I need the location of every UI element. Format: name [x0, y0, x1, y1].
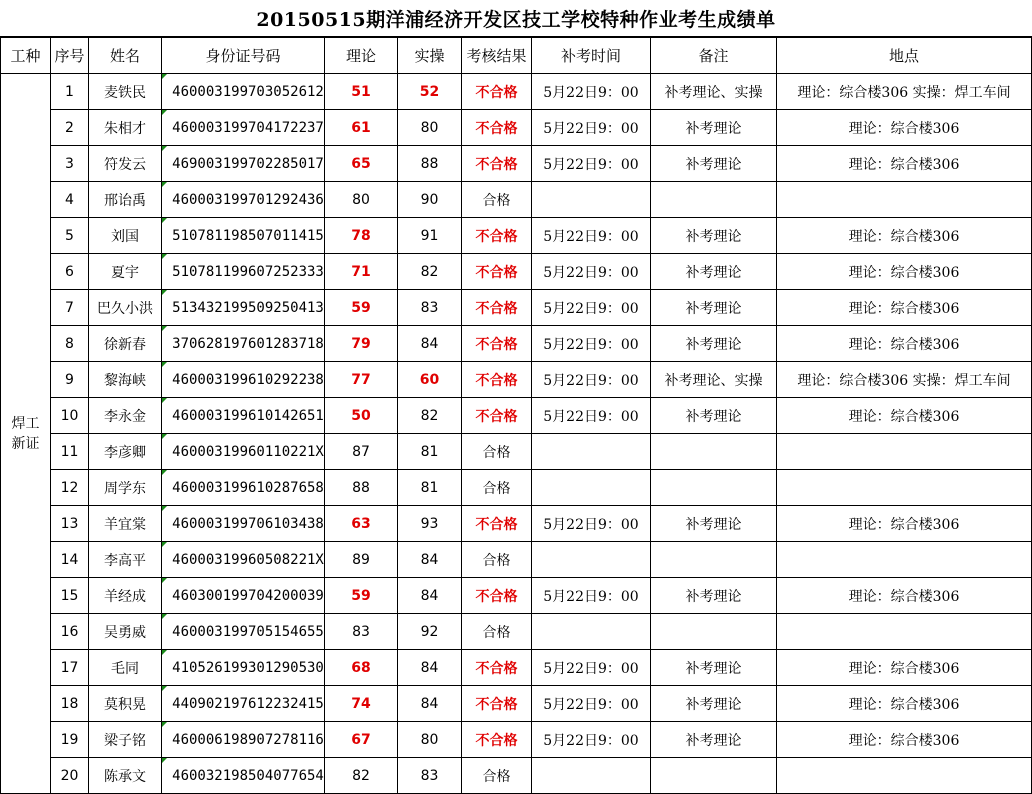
table-row [1, 146, 1032, 182]
retest-time-cell: 5月22日9：00 [532, 398, 651, 434]
seq-cell: 13 [51, 506, 89, 542]
score-table [0, 37, 1032, 794]
place-cell: 理论：综合楼306 [777, 506, 1032, 542]
id-cell: 460003199706103438 [162, 506, 325, 542]
id-cell: 46000319960110221X [162, 434, 325, 470]
id-cell: 460003199704172237 [162, 110, 325, 146]
result-cell: 不合格 [462, 110, 532, 146]
header-note: 备注 [651, 38, 777, 74]
retest-time-cell: 5月22日9：00 [532, 362, 651, 398]
table-row [1, 74, 1032, 110]
note-cell: 补考理论 [651, 146, 777, 182]
name-cell: 羊宜棠 [89, 506, 162, 542]
trade-label-line1: 焊工 [11, 415, 40, 432]
note-cell: 补考理论 [651, 722, 777, 758]
id-cell: 440902197612232415 [162, 686, 325, 722]
id-cell: 460003199610142651 [162, 398, 325, 434]
name-cell: 周学东 [89, 470, 162, 506]
trade-label-line2: 新证 [11, 435, 40, 452]
practical-score-cell: 91 [398, 218, 462, 254]
place-cell: 理论：综合楼306 [777, 722, 1032, 758]
retest-time-cell: 5月22日9：00 [532, 650, 651, 686]
table-row [1, 398, 1032, 434]
place-cell: 理论：综合楼306 实操：焊工车间 [777, 74, 1032, 110]
id-cell: 46000319960508221X [162, 542, 325, 578]
note-cell [651, 758, 777, 794]
practical-score-cell: 52 [398, 74, 462, 110]
place-cell [777, 542, 1032, 578]
id-cell: 460003199705154655 [162, 614, 325, 650]
table-row [1, 578, 1032, 614]
id-cell: 460003199610292238 [162, 362, 325, 398]
name-cell: 徐新春 [89, 326, 162, 362]
header-trade: 工种 [1, 38, 51, 74]
result-cell: 不合格 [462, 578, 532, 614]
retest-time-cell [532, 614, 651, 650]
table-body [1, 74, 1032, 794]
table-row [1, 722, 1032, 758]
table-row [1, 506, 1032, 542]
note-cell [651, 434, 777, 470]
practical-score-cell: 60 [398, 362, 462, 398]
result-cell: 不合格 [462, 686, 532, 722]
name-cell: 符发云 [89, 146, 162, 182]
result-cell: 不合格 [462, 362, 532, 398]
retest-time-cell: 5月22日9：00 [532, 578, 651, 614]
table-row [1, 182, 1032, 218]
note-cell: 补考理论 [651, 326, 777, 362]
name-cell: 麦铁民 [89, 74, 162, 110]
seq-cell: 16 [51, 614, 89, 650]
seq-cell: 15 [51, 578, 89, 614]
note-cell: 补考理论 [651, 398, 777, 434]
result-cell: 不合格 [462, 74, 532, 110]
name-cell: 巴久小洪 [89, 290, 162, 326]
theory-score-cell: 51 [325, 74, 398, 110]
result-cell: 合格 [462, 542, 532, 578]
name-cell: 李高平 [89, 542, 162, 578]
practical-score-cell: 84 [398, 542, 462, 578]
table-row [1, 542, 1032, 578]
seq-cell: 2 [51, 110, 89, 146]
id-cell: 510781198507011415 [162, 218, 325, 254]
retest-time-cell [532, 182, 651, 218]
header-seq: 序号 [51, 38, 89, 74]
place-cell: 理论：综合楼306 [777, 650, 1032, 686]
note-cell: 补考理论 [651, 290, 777, 326]
name-cell: 羊经成 [89, 578, 162, 614]
place-cell: 理论：综合楼306 [777, 218, 1032, 254]
name-cell: 李永金 [89, 398, 162, 434]
place-cell: 理论：综合楼306 [777, 146, 1032, 182]
result-cell: 合格 [462, 182, 532, 218]
table-row [1, 326, 1032, 362]
retest-time-cell: 5月22日9：00 [532, 146, 651, 182]
retest-time-cell [532, 542, 651, 578]
seq-cell: 5 [51, 218, 89, 254]
name-cell: 莫积晃 [89, 686, 162, 722]
place-cell [777, 758, 1032, 794]
retest-time-cell: 5月22日9：00 [532, 74, 651, 110]
seq-cell: 11 [51, 434, 89, 470]
retest-time-cell: 5月22日9：00 [532, 290, 651, 326]
retest-time-cell: 5月22日9：00 [532, 506, 651, 542]
trade-cell [1, 74, 51, 794]
sheet-title: 20150515期洋浦经济开发区技工学校特种作业考生成绩单 [0, 0, 1032, 37]
header-row [1, 38, 1032, 74]
theory-score-cell: 87 [325, 434, 398, 470]
note-cell [651, 614, 777, 650]
seq-cell: 8 [51, 326, 89, 362]
theory-score-cell: 79 [325, 326, 398, 362]
name-cell: 黎海峡 [89, 362, 162, 398]
retest-time-cell [532, 758, 651, 794]
id-cell: 370628197601283718 [162, 326, 325, 362]
note-cell: 补考理论 [651, 506, 777, 542]
place-cell [777, 434, 1032, 470]
seq-cell: 3 [51, 146, 89, 182]
result-cell: 合格 [462, 614, 532, 650]
header-name: 姓名 [89, 38, 162, 74]
theory-score-cell: 59 [325, 290, 398, 326]
theory-score-cell: 50 [325, 398, 398, 434]
note-cell: 补考理论、实操 [651, 74, 777, 110]
name-cell: 刘国 [89, 218, 162, 254]
result-cell: 不合格 [462, 254, 532, 290]
theory-score-cell: 74 [325, 686, 398, 722]
theory-score-cell: 80 [325, 182, 398, 218]
note-cell [651, 182, 777, 218]
practical-score-cell: 81 [398, 434, 462, 470]
theory-score-cell: 68 [325, 650, 398, 686]
practical-score-cell: 84 [398, 326, 462, 362]
seq-cell: 1 [51, 74, 89, 110]
retest-time-cell: 5月22日9：00 [532, 686, 651, 722]
place-cell: 理论：综合楼306 [777, 578, 1032, 614]
practical-score-cell: 84 [398, 650, 462, 686]
seq-cell: 19 [51, 722, 89, 758]
place-cell [777, 182, 1032, 218]
practical-score-cell: 84 [398, 686, 462, 722]
retest-time-cell [532, 470, 651, 506]
practical-score-cell: 82 [398, 254, 462, 290]
table-row [1, 290, 1032, 326]
id-cell: 469003199702285017 [162, 146, 325, 182]
table-row [1, 758, 1032, 794]
id-cell: 460003199701292436 [162, 182, 325, 218]
id-cell: 460003199610287658 [162, 470, 325, 506]
practical-score-cell: 81 [398, 470, 462, 506]
theory-score-cell: 83 [325, 614, 398, 650]
place-cell: 理论：综合楼306 实操：焊工车间 [777, 362, 1032, 398]
seq-cell: 10 [51, 398, 89, 434]
table-row [1, 434, 1032, 470]
table-row [1, 686, 1032, 722]
name-cell: 吴勇威 [89, 614, 162, 650]
practical-score-cell: 80 [398, 722, 462, 758]
seq-cell: 12 [51, 470, 89, 506]
theory-score-cell: 65 [325, 146, 398, 182]
theory-score-cell: 82 [325, 758, 398, 794]
name-cell: 邢诒禹 [89, 182, 162, 218]
name-cell: 李彦卿 [89, 434, 162, 470]
theory-score-cell: 77 [325, 362, 398, 398]
name-cell: 陈承文 [89, 758, 162, 794]
table-row [1, 614, 1032, 650]
table-row [1, 110, 1032, 146]
note-cell [651, 542, 777, 578]
table-row [1, 218, 1032, 254]
id-cell: 460006198907278116 [162, 722, 325, 758]
note-cell: 补考理论 [651, 110, 777, 146]
seq-cell: 7 [51, 290, 89, 326]
retest-time-cell: 5月22日9：00 [532, 254, 651, 290]
id-cell: 510781199607252333 [162, 254, 325, 290]
note-cell: 补考理论 [651, 218, 777, 254]
seq-cell: 6 [51, 254, 89, 290]
theory-score-cell: 89 [325, 542, 398, 578]
seq-cell: 18 [51, 686, 89, 722]
id-cell: 460300199704200039 [162, 578, 325, 614]
place-cell: 理论：综合楼306 [777, 290, 1032, 326]
practical-score-cell: 84 [398, 578, 462, 614]
retest-time-cell: 5月22日9：00 [532, 326, 651, 362]
practical-score-cell: 90 [398, 182, 462, 218]
table-row [1, 362, 1032, 398]
note-cell: 补考理论 [651, 578, 777, 614]
result-cell: 不合格 [462, 506, 532, 542]
theory-score-cell: 88 [325, 470, 398, 506]
theory-score-cell: 78 [325, 218, 398, 254]
table-row [1, 650, 1032, 686]
place-cell: 理论：综合楼306 [777, 686, 1032, 722]
place-cell [777, 470, 1032, 506]
seq-cell: 17 [51, 650, 89, 686]
note-cell: 补考理论 [651, 650, 777, 686]
retest-time-cell: 5月22日9：00 [532, 110, 651, 146]
retest-time-cell: 5月22日9：00 [532, 722, 651, 758]
theory-score-cell: 59 [325, 578, 398, 614]
seq-cell: 14 [51, 542, 89, 578]
practical-score-cell: 83 [398, 758, 462, 794]
place-cell: 理论：综合楼306 [777, 254, 1032, 290]
result-cell: 不合格 [462, 650, 532, 686]
place-cell: 理论：综合楼306 [777, 326, 1032, 362]
theory-score-cell: 61 [325, 110, 398, 146]
place-cell: 理论：综合楼306 [777, 110, 1032, 146]
note-cell [651, 470, 777, 506]
practical-score-cell: 83 [398, 290, 462, 326]
header-practical: 实操 [398, 38, 462, 74]
result-cell: 合格 [462, 434, 532, 470]
seq-cell: 4 [51, 182, 89, 218]
retest-time-cell [532, 434, 651, 470]
header-id: 身份证号码 [162, 38, 325, 74]
table-row [1, 254, 1032, 290]
note-cell: 补考理论 [651, 686, 777, 722]
note-cell: 补考理论、实操 [651, 362, 777, 398]
result-cell: 合格 [462, 470, 532, 506]
seq-cell: 20 [51, 758, 89, 794]
result-cell: 不合格 [462, 326, 532, 362]
seq-cell: 9 [51, 362, 89, 398]
table-row [1, 470, 1032, 506]
id-cell: 460003199703052612 [162, 74, 325, 110]
practical-score-cell: 92 [398, 614, 462, 650]
name-cell: 毛同 [89, 650, 162, 686]
name-cell: 朱相才 [89, 110, 162, 146]
name-cell: 夏宇 [89, 254, 162, 290]
result-cell: 不合格 [462, 146, 532, 182]
practical-score-cell: 80 [398, 110, 462, 146]
result-cell: 不合格 [462, 290, 532, 326]
result-cell: 不合格 [462, 218, 532, 254]
practical-score-cell: 82 [398, 398, 462, 434]
theory-score-cell: 71 [325, 254, 398, 290]
id-cell: 460032198504077654 [162, 758, 325, 794]
header-result: 考核结果 [462, 38, 532, 74]
retest-time-cell: 5月22日9：00 [532, 218, 651, 254]
id-cell: 513432199509250413 [162, 290, 325, 326]
result-cell: 合格 [462, 758, 532, 794]
theory-score-cell: 63 [325, 506, 398, 542]
practical-score-cell: 88 [398, 146, 462, 182]
result-cell: 不合格 [462, 398, 532, 434]
id-cell: 410526199301290530 [162, 650, 325, 686]
name-cell: 梁子铭 [89, 722, 162, 758]
theory-score-cell: 67 [325, 722, 398, 758]
result-cell: 不合格 [462, 722, 532, 758]
note-cell: 补考理论 [651, 254, 777, 290]
header-retest-time: 补考时间 [532, 38, 651, 74]
practical-score-cell: 93 [398, 506, 462, 542]
header-place: 地点 [777, 38, 1032, 74]
header-theory: 理论 [325, 38, 398, 74]
place-cell: 理论：综合楼306 [777, 398, 1032, 434]
place-cell [777, 614, 1032, 650]
